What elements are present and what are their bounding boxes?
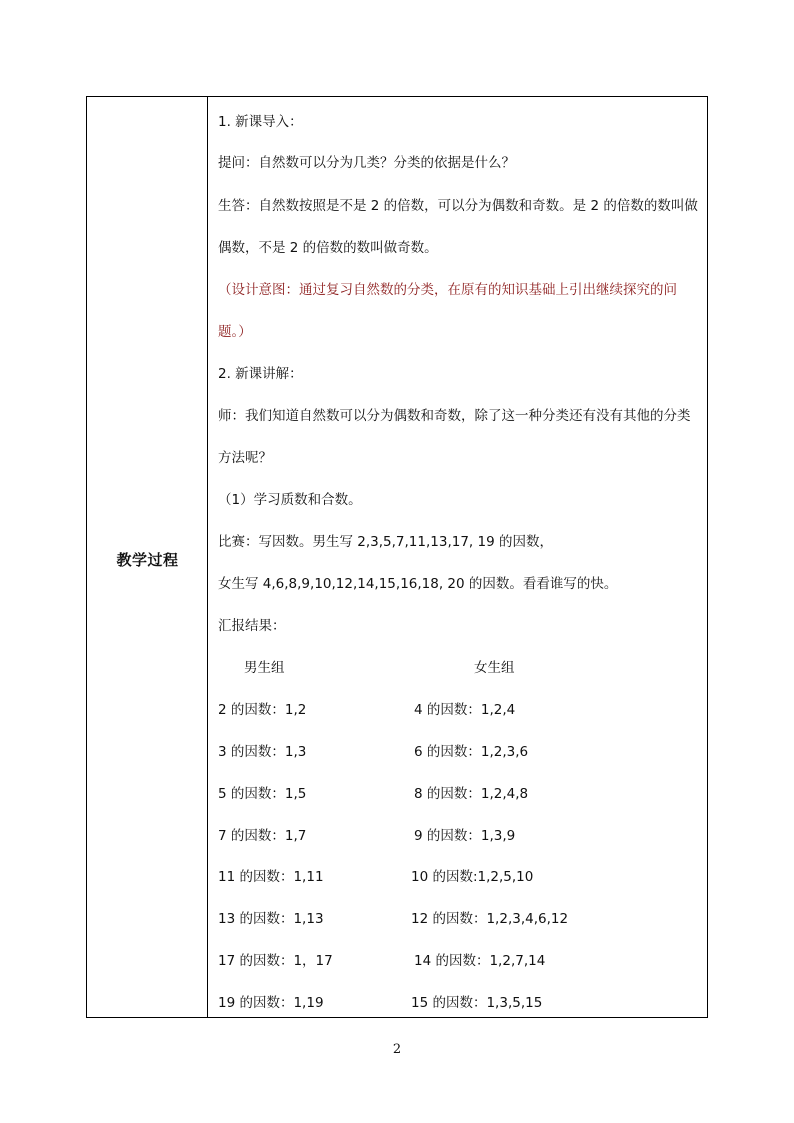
paragraph-question: 提问：自然数可以分为几类？分类的依据是什么？	[218, 155, 515, 171]
paragraph-report: 汇报结果：	[218, 618, 286, 634]
page-number: 2	[392, 1042, 402, 1057]
design-intent-note-1: （设计意图：通过复习自然数的分类，在原有的知识基础上引出继续探究的问	[218, 282, 677, 298]
boys-group-header: 男生组	[244, 660, 285, 676]
girls-factor-row: 6 的因数：1,2,3,6	[414, 744, 529, 760]
paragraph-answer-2: 偶数，不是 2 的倍数的数叫做奇数。	[218, 240, 438, 256]
girls-factor-row: 4 的因数：1,2,4	[414, 702, 516, 718]
lesson-table	[86, 96, 708, 1018]
label-cell	[87, 97, 208, 1017]
paragraph-lesson-heading: 2. 新课讲解：	[218, 366, 303, 382]
girls-group-header: 女生组	[474, 660, 515, 676]
boys-factor-row: 19 的因数：1,19	[218, 995, 324, 1011]
girls-factor-row: 15 的因数：1,3,5,15	[411, 995, 543, 1011]
boys-factor-row: 5 的因数：1,5	[218, 786, 307, 802]
paragraph-intro-heading: 1. 新课导入：	[218, 114, 303, 130]
paragraph-teacher-1: 师：我们知道自然数可以分为偶数和奇数，除了这一种分类还有没有其他的分类	[218, 408, 691, 424]
boys-factor-row: 11 的因数：1,11	[218, 869, 324, 885]
boys-factor-row: 3 的因数：1,3	[218, 744, 307, 760]
boys-factor-row: 7 的因数：1,7	[218, 828, 307, 844]
design-intent-note-2: 题。）	[218, 324, 252, 340]
girls-factor-row: 14 的因数：1,2,7,14	[414, 953, 546, 969]
girls-factor-row: 8 的因数：1,2,4,8	[414, 786, 529, 802]
girls-factor-row: 9 的因数：1,3,9	[414, 828, 516, 844]
paragraph-teacher-2: 方法呢？	[218, 450, 272, 466]
paragraph-answer-1: 生答：自然数按照是不是 2 的倍数，可以分为偶数和奇数。是 2 的倍数的数叫做	[218, 198, 698, 214]
boys-factor-row: 17 的因数：1，17	[218, 953, 333, 969]
paragraph-contest-2: 女生写 4,6,8,9,10,12,14,15,16,18, 20 的因数。看看谁写的快。	[218, 576, 618, 592]
paragraph-subheading: （1）学习质数和合数。	[218, 492, 362, 508]
paragraph-contest-1: 比赛：写因数。男生写 2,3,5,7,11,13,17, 19 的因数，	[218, 534, 553, 550]
girls-factor-row: 12 的因数：1,2,3,4,6,12	[411, 911, 569, 927]
section-label: 教学过程	[116, 551, 179, 569]
boys-factor-row: 13 的因数：1,13	[218, 911, 324, 927]
content-cell	[208, 97, 707, 1017]
girls-factor-row: 10 的因数:1,2,5,10	[411, 869, 534, 885]
boys-factor-row: 2 的因数：1,2	[218, 702, 307, 718]
